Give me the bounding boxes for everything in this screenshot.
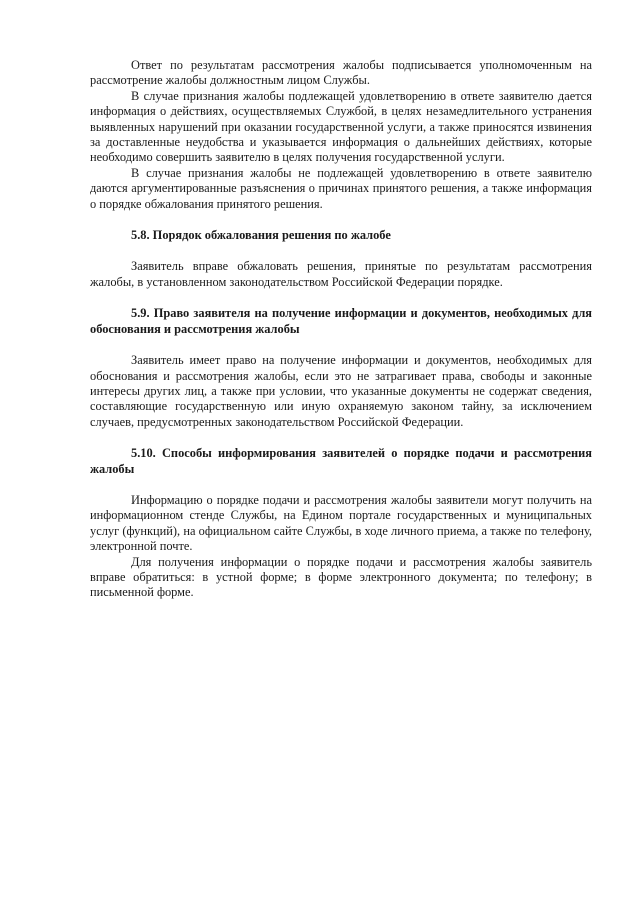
paragraph-complaint-rejected: В случае признания жалобы не подлежащей удовлетворению в ответе заявителю даются аргументированные разъяснения о причинах принятого решения, а также информация о порядке обжалования принятого решения. — [90, 165, 592, 211]
paragraph-5-10-contact-forms: Для получения информации о порядке подачи и рассмотрения жалобы заявитель вправе обратиться: в устной форме; в форме электронного документа; по телефону; в письменной форме. — [90, 554, 592, 600]
spacer — [90, 337, 592, 353]
spacer — [90, 290, 592, 306]
spacer — [90, 212, 592, 228]
paragraph-complaint-satisfied: В случае признания жалобы подлежащей удовлетворению в ответе заявителю дается информация о действиях, осуществляемых Службой, в целях незамедлительного устранения выявленных нарушений при оказании государственной услуги, а также приносятся извинения за доставленные неудобства и указывается информация о дальнейших действиях, которые необходимо совершить заявителю в целях получения государственной услуги. — [90, 88, 592, 165]
paragraph-response-signature: Ответ по результатам рассмотрения жалобы подписывается уполномоченным на рассмотрение жалобы должностным лицом Службы. — [90, 58, 592, 88]
section-heading-5-8: 5.8. Порядок обжалования решения по жалобе — [131, 228, 391, 243]
paragraph-5-10-info-sources: Информацию о порядке подачи и рассмотрения жалобы заявители могут получить на информационном стенде Службы, на Едином портале государственных и муниципальных услуг (функций), на официальном сайте Службы, в ходе личного приема, а также по телефону, электронной почте. — [90, 492, 592, 554]
section-heading-5-10: 5.10. Способы информирования заявителей о порядке подачи и рассмотрения жалобы — [90, 446, 592, 476]
paragraph-5-9: Заявитель имеет право на получение информации и документов, необходимых для обоснования и рассмотрения жалобы, если это не затрагивает права, свободы и законные интересы других лиц, а также при условии, что указанные документы не содержат сведения, составляющие государственную или иную охраняемую законом тайну, за исключением случаев, предусмотренных законодательством Российской Федерации. — [90, 353, 592, 429]
section-heading-5-9: 5.9. Право заявителя на получение информации и документов, необходимых для обоснования и рассмотрения жалобы — [90, 306, 592, 336]
paragraph-5-8: Заявитель вправе обжаловать решения, принятые по результатам рассмотрения жалобы, в установленном законодательством Российской Федерации порядке. — [90, 259, 592, 289]
spacer — [90, 477, 592, 493]
spacer — [90, 430, 592, 446]
spacer — [90, 243, 592, 259]
